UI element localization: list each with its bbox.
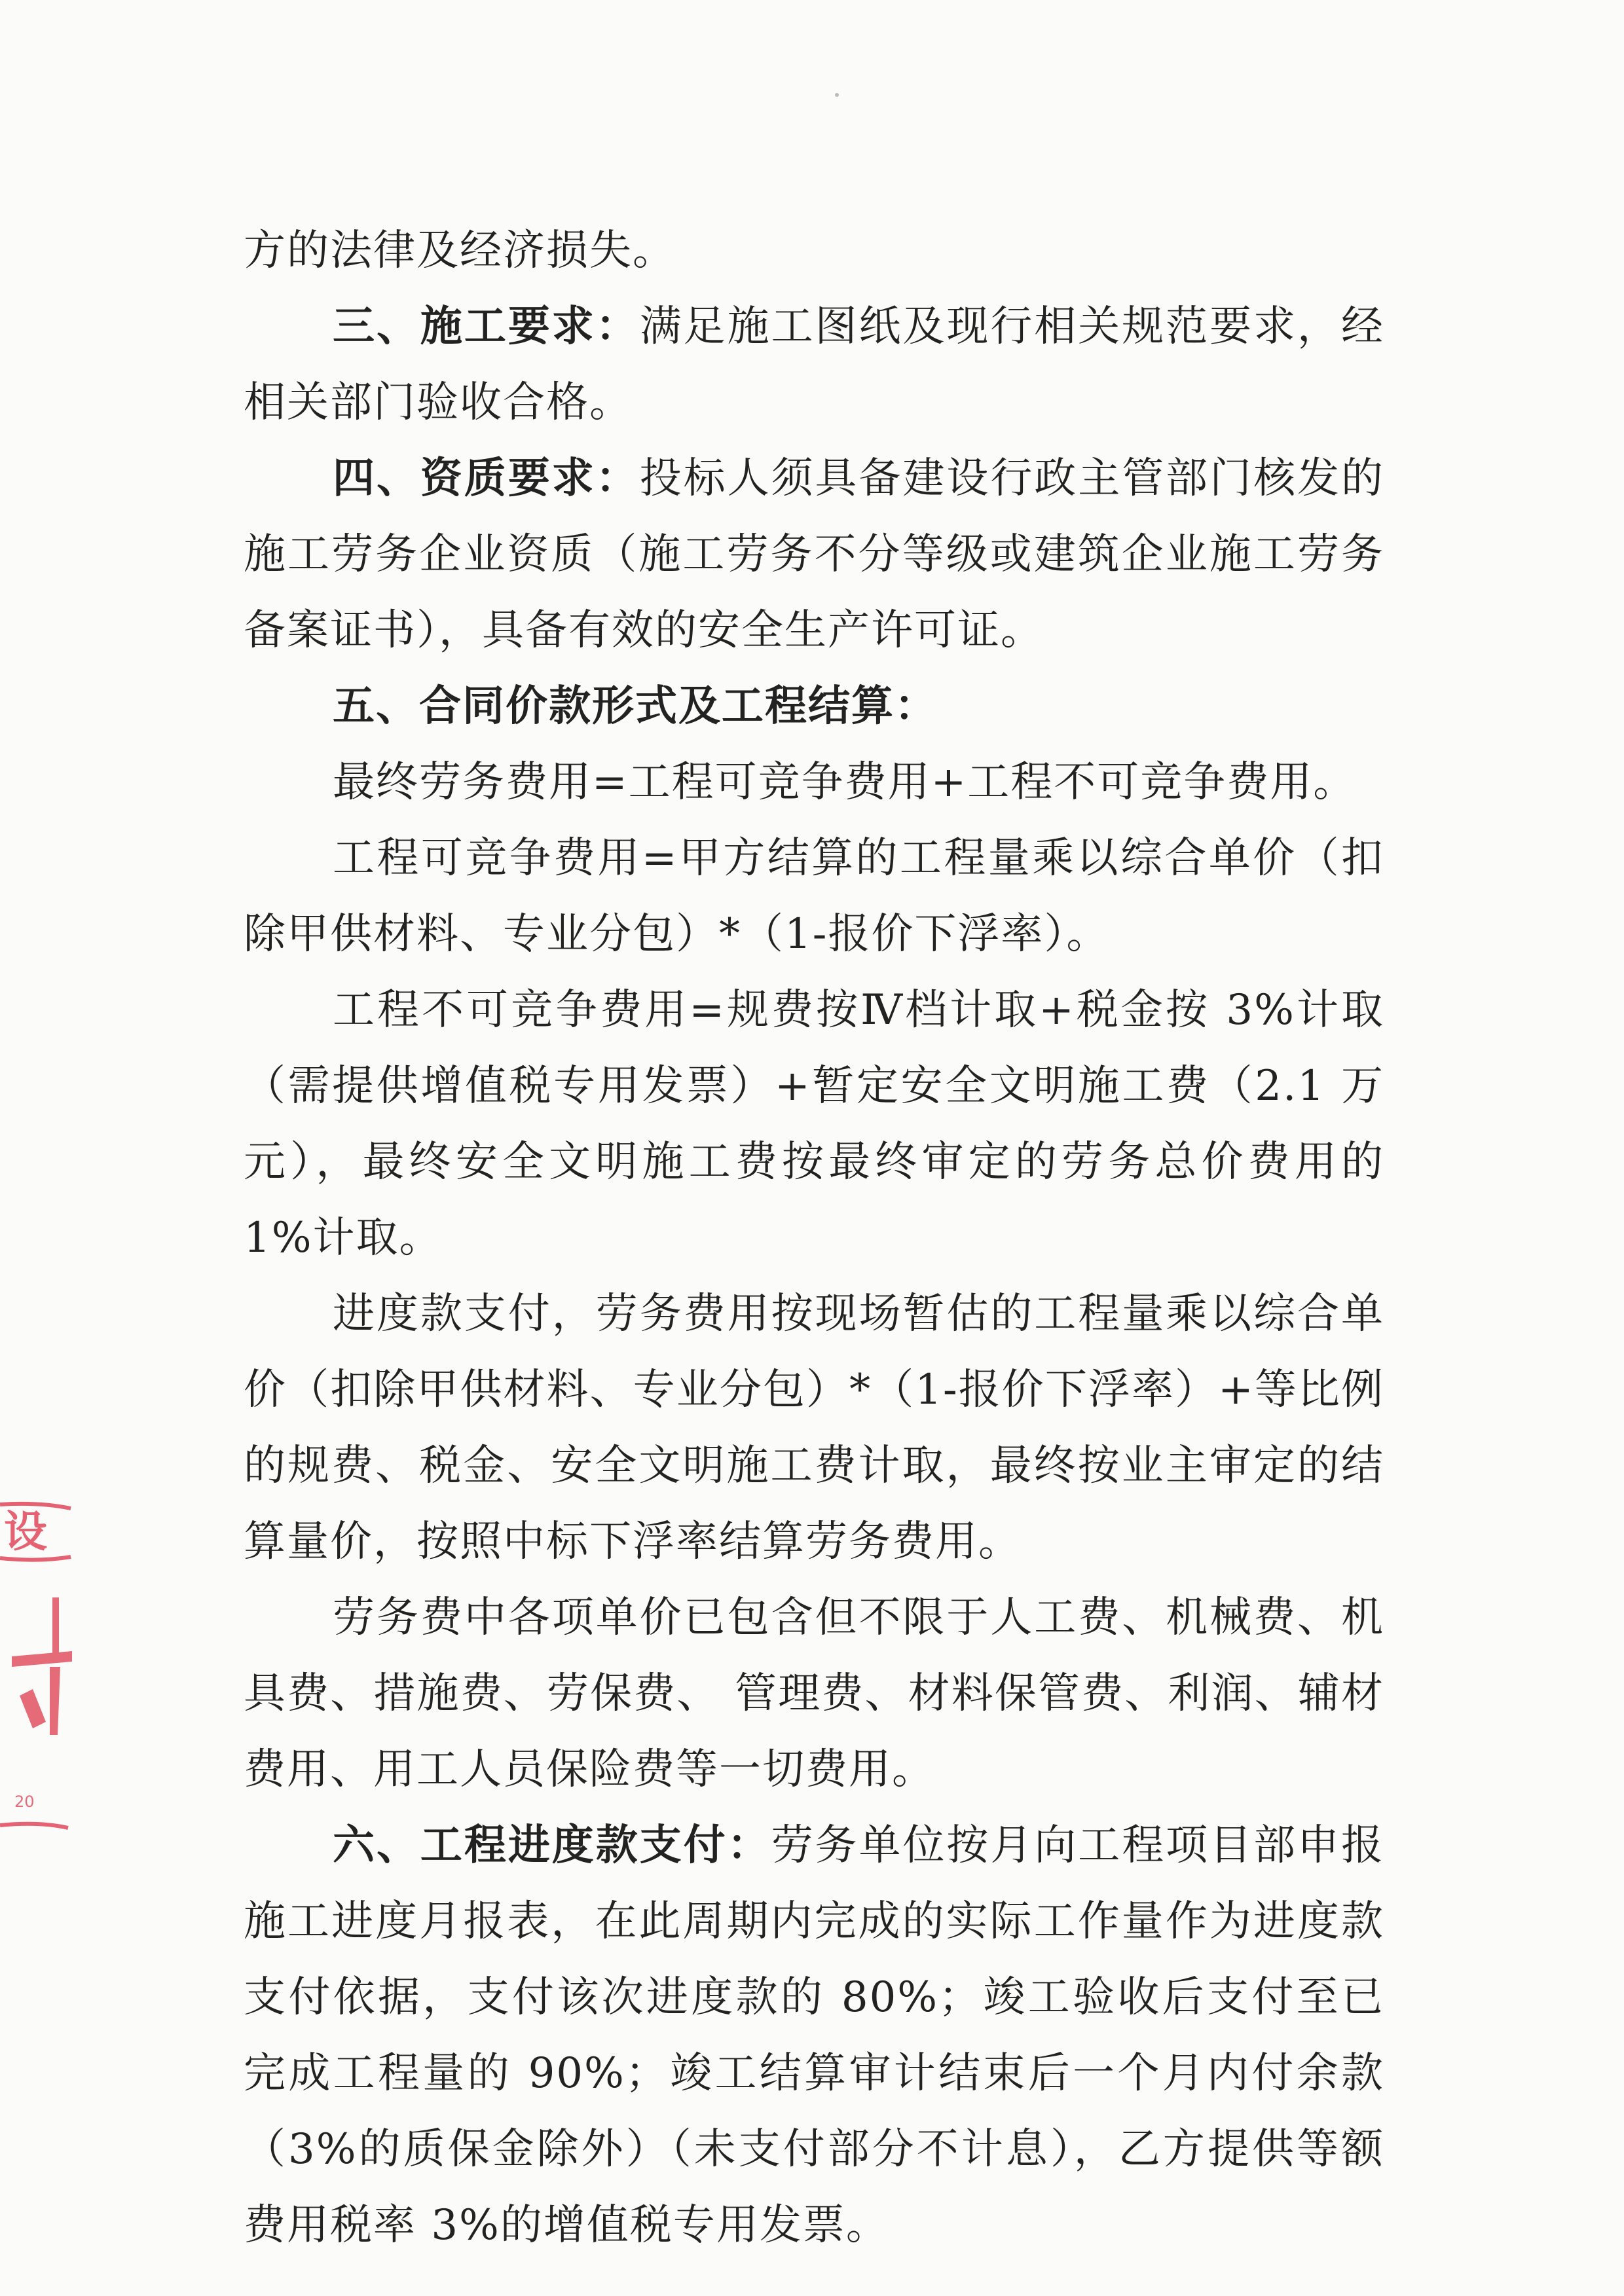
paragraph-9 xyxy=(244,1580,1384,1808)
scan-dot xyxy=(835,93,839,97)
paragraph-text: 劳务单位按月向工程项目部申报施工进度月报表，在此周期内完成的实际工作量作为进度款支付依据，支付该次进度款的 80%；竣工验收后支付至已完成工程量的 90%；竣工结算审计结束后一个月内付余款（3%的质保金除外）（未支付部分不计息），乙方提供等额费用税率 3%的增值税专用发票。 xyxy=(244,1821,1385,2250)
paragraph-2 xyxy=(244,289,1384,441)
svg-text:20: 20 xyxy=(14,1793,35,1811)
paragraph-text: 劳务费中各项单价已包含但不限于人工费、机械费、机具费、措施费、劳保费、 管理费、材料保管费、利润、辅材费用、用工人员保险费等一切费用。 xyxy=(244,1594,1384,1794)
paragraph-3 xyxy=(244,441,1384,668)
paragraph-5 xyxy=(244,744,1384,820)
paragraph-text: 方的法律及经济损失。 xyxy=(244,227,676,275)
paragraph-10 xyxy=(244,1808,1384,2263)
paragraph-text: 最终劳务费用=工程可竞争费用+工程不可竞争费用。 xyxy=(333,758,1357,807)
paragraph-1 xyxy=(244,213,1384,289)
paragraph-7 xyxy=(244,972,1384,1276)
paragraph-text: 投标人须具备建设行政主管部门核发的施工劳务企业资质（施工劳务不分等级或建筑企业施工劳务备案证书），具备有效的安全生产许可证。 xyxy=(244,454,1385,655)
paragraph-text: 进度款支付，劳务费用按现场暂估的工程量乘以综合单价（扣除甲供材料、专业分包）*（1-报价下浮率）+等比例的规费、税金、安全文明施工费计取，最终按业主审定的结算量价，按照中标下浮率结算劳务费用。 xyxy=(244,1290,1384,1566)
paragraph-heading: 四、资质要求： xyxy=(333,454,640,503)
paragraph-text: 工程可竞争费用=甲方结算的工程量乘以综合单价（扣除甲供材料、专业分包）*（1-报价下浮率）。 xyxy=(244,834,1384,958)
paragraph-heading: 五、合同价款形式及工程结算： xyxy=(333,682,938,731)
red-seal-stamp xyxy=(0,1499,72,1866)
svg-text:设: 设 xyxy=(4,1506,47,1557)
paragraph-6 xyxy=(244,820,1384,972)
document-body xyxy=(244,213,1384,2263)
paragraph-text: 满足施工图纸及现行相关规范要求，经相关部门验收合格。 xyxy=(244,302,1385,427)
paragraph-heading: 六、工程进度款支付： xyxy=(333,1821,771,1870)
paragraph-text: 工程不可竞争费用=规费按Ⅳ档计取+税金按 3%计取（需提供增值税专用发票）+暂定安全文明施工费（2.1 万元），最终安全文明施工费按最终审定的劳务总价费用的 1%计取。 xyxy=(244,986,1384,1262)
paragraph-8 xyxy=(244,1276,1384,1580)
paragraph-4 xyxy=(244,668,1384,744)
paragraph-heading: 三、施工要求： xyxy=(333,302,640,351)
